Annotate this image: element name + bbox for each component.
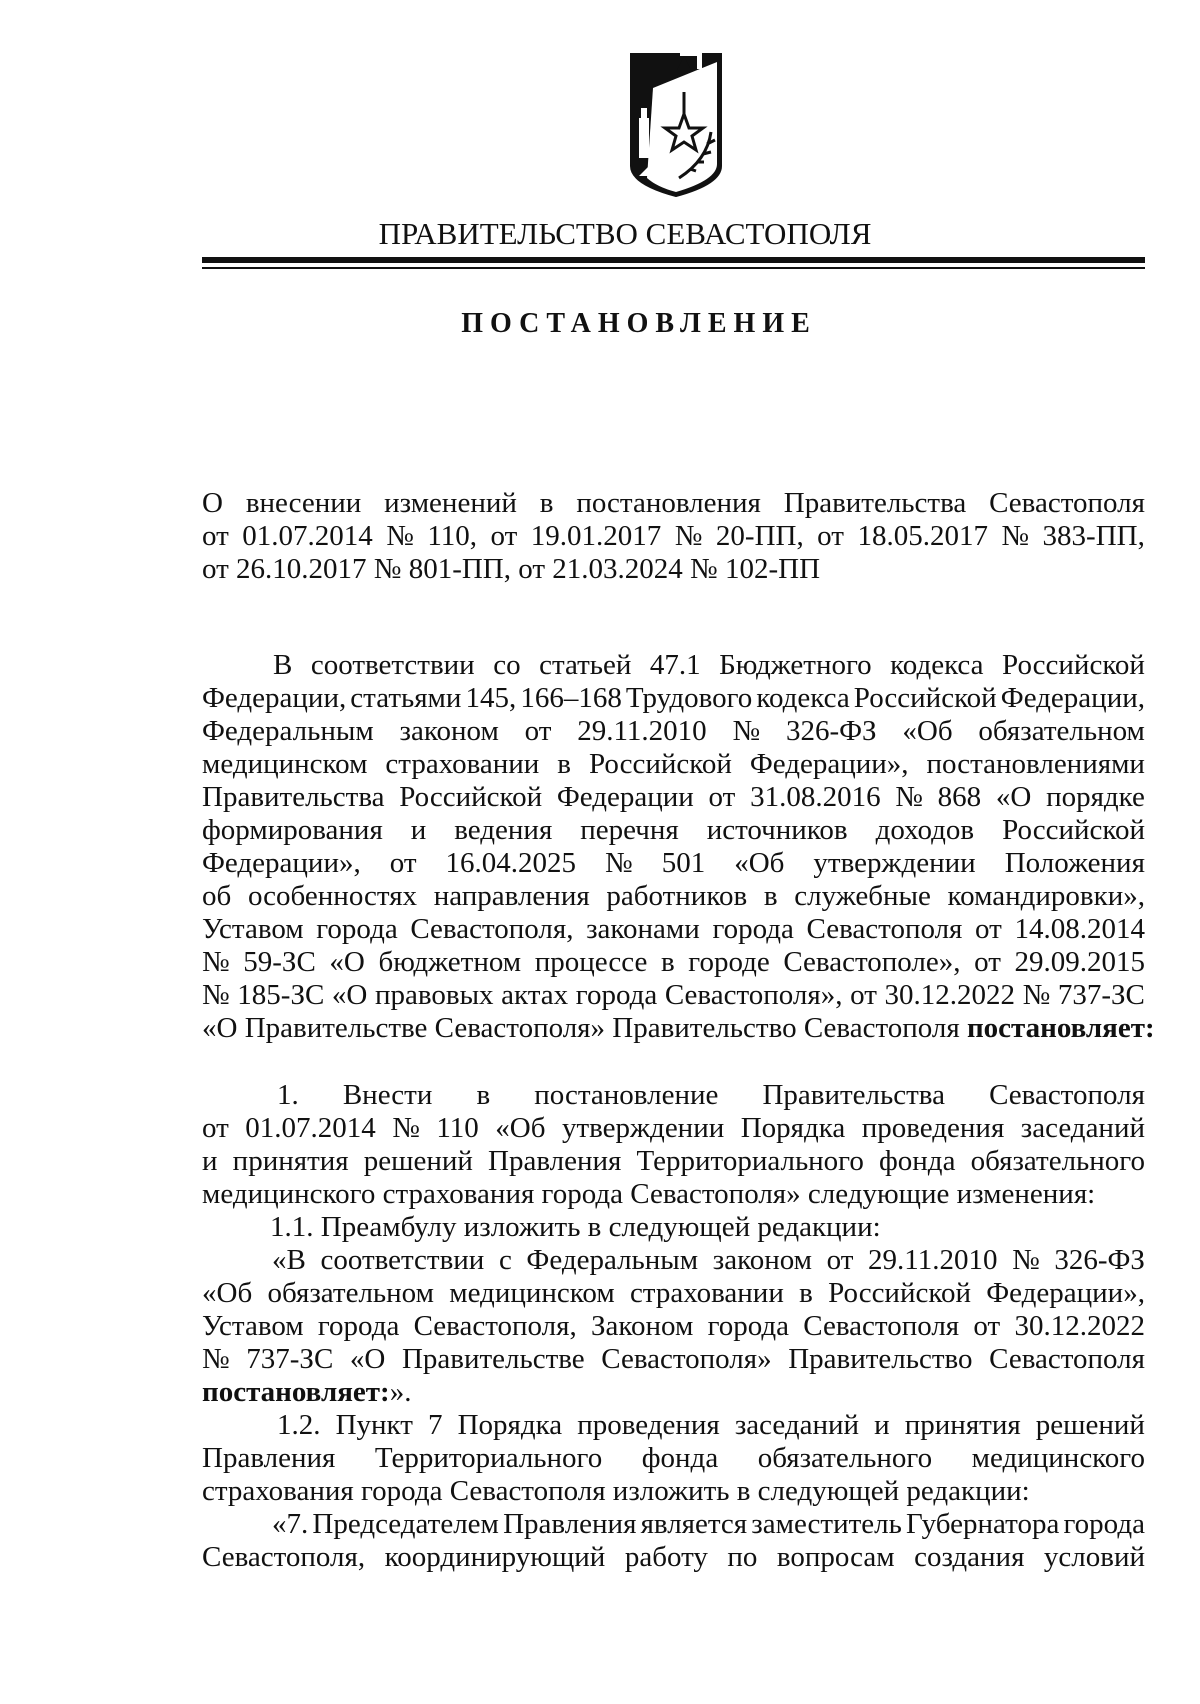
word: «Об xyxy=(202,1277,253,1309)
word: 29.11.2010 xyxy=(577,715,707,747)
header-rule-thin xyxy=(202,267,1145,269)
word: заседаний xyxy=(1020,1112,1145,1144)
word: 16.04.2025 xyxy=(445,847,577,879)
word: Правительстве xyxy=(401,1343,585,1375)
word: В xyxy=(273,649,293,681)
word: законом xyxy=(712,1244,813,1276)
word: «О xyxy=(349,1343,386,1375)
word: 166–168 xyxy=(520,682,622,714)
quote-1-1-line-5 xyxy=(202,1375,1145,1409)
word: в xyxy=(557,748,571,780)
item-1-1-line-1: 1.1. Преамбулу изложить в следующей редакции: xyxy=(270,1211,881,1243)
word: Положения xyxy=(1004,847,1145,879)
word: в xyxy=(799,1277,813,1309)
word: 30.12.2022 xyxy=(1014,1310,1145,1342)
word: 110 xyxy=(436,1112,479,1144)
preamble-line-8 xyxy=(202,879,1145,913)
word: командировки», xyxy=(947,880,1145,912)
word: решений xyxy=(363,1145,473,1177)
word: от xyxy=(975,913,1002,945)
word: Правительства xyxy=(762,1079,945,1111)
word: проведения xyxy=(861,1112,1005,1144)
word: «7. xyxy=(272,1508,309,1540)
word: 501 xyxy=(661,847,706,879)
word: Уставом xyxy=(202,1310,304,1342)
item-1-line-4: медицинского страхования города Севастополя» следующие изменения: xyxy=(202,1178,1096,1210)
word: работников xyxy=(606,880,748,912)
word: страховании xyxy=(629,1277,784,1309)
word: № xyxy=(202,946,230,978)
preamble-line-5 xyxy=(202,780,1145,814)
word: по xyxy=(727,1541,758,1573)
word: 7 xyxy=(428,1409,443,1441)
word: вопросам xyxy=(776,1541,895,1573)
word: от xyxy=(850,979,877,1011)
word: Севастополя xyxy=(989,1343,1145,1375)
word: заседаний xyxy=(734,1409,860,1441)
word: в xyxy=(539,487,554,519)
word: работу xyxy=(624,1541,708,1573)
word: 31.08.2016 xyxy=(750,781,881,813)
word: изменений xyxy=(384,487,517,519)
word: об xyxy=(202,880,232,912)
preamble-line-11 xyxy=(202,978,1145,1012)
title-line-3: от 26.10.2017 № 801-ПП, от 21.03.2024 № 102-ПП xyxy=(202,553,821,585)
word: фонда xyxy=(641,1442,719,1474)
word: 1.2. xyxy=(277,1409,321,1441)
word: актах xyxy=(501,979,569,1011)
word: от xyxy=(817,520,844,552)
word: «О xyxy=(331,979,368,1011)
word: Севастополя xyxy=(989,1079,1145,1111)
word: Территориального xyxy=(374,1442,603,1474)
word: от xyxy=(389,847,417,879)
word: «В xyxy=(272,1244,306,1276)
preamble-line-9 xyxy=(202,912,1145,946)
word: постановлениями xyxy=(926,748,1145,780)
word: кодекса xyxy=(890,649,984,681)
resolves-bold: постановляет: xyxy=(966,1012,1155,1044)
quote-closing: ». xyxy=(389,1376,412,1408)
word: от xyxy=(524,715,552,747)
word: Российской xyxy=(853,682,997,714)
word: соответствии xyxy=(320,1244,485,1276)
word: «О xyxy=(329,946,365,978)
word: Правления xyxy=(488,1145,622,1177)
word: 01.07.2014 xyxy=(242,520,373,552)
word: Российской xyxy=(1002,649,1145,681)
word: от xyxy=(974,946,1001,978)
word: 19.01.2017 xyxy=(530,520,662,552)
word: формирования xyxy=(202,814,383,846)
word: статьей xyxy=(539,649,632,681)
word: обязательного xyxy=(970,1145,1145,1177)
word: проведения xyxy=(577,1409,720,1441)
word: № xyxy=(1022,979,1051,1011)
word: 737-ЗС xyxy=(1057,979,1145,1011)
quote-1-2-line-2 xyxy=(202,1540,1145,1574)
word: № xyxy=(1012,1244,1040,1276)
item-1-2-line-1 xyxy=(277,1408,1145,1442)
word: городе xyxy=(688,946,770,978)
word: 737-ЗС xyxy=(246,1343,334,1375)
word: 30.12.2022 xyxy=(884,979,1015,1011)
word: доходов xyxy=(875,814,975,846)
preamble-line-1 xyxy=(273,648,1145,682)
word: города xyxy=(712,913,794,945)
preamble-line-4 xyxy=(202,747,1145,781)
word: 14.08.2014 xyxy=(1014,913,1145,945)
word: от xyxy=(490,520,518,552)
quote-1-1-line-1 xyxy=(272,1243,1145,1277)
word: Правительства xyxy=(202,781,385,813)
word: города xyxy=(316,913,398,945)
word: 145, xyxy=(465,682,517,714)
word: решений xyxy=(1035,1409,1145,1441)
word: с xyxy=(498,1244,512,1276)
word: «О xyxy=(995,781,1032,813)
word: принятия xyxy=(232,1145,349,1177)
word: бюджетном xyxy=(378,946,522,978)
word: Севастополя, xyxy=(410,913,574,945)
word: О xyxy=(202,487,223,519)
word: соответствии xyxy=(310,649,475,681)
word: Севастополя xyxy=(989,487,1145,519)
word: Внести xyxy=(342,1079,433,1111)
word: Правительства xyxy=(783,487,967,519)
item-1-line-3 xyxy=(202,1144,1145,1178)
word: № xyxy=(605,847,633,879)
word: особенностях xyxy=(247,880,418,912)
word: Российской xyxy=(828,1277,971,1309)
word: 47.1 xyxy=(649,649,701,681)
word: 185-ЗС xyxy=(237,979,325,1011)
word: порядке xyxy=(1046,781,1145,813)
word: № xyxy=(895,781,923,813)
header-rule-thick xyxy=(202,257,1145,263)
word: 29.09.2015 xyxy=(1014,946,1145,978)
word: перечня xyxy=(580,814,679,846)
word: 29.11.2010 xyxy=(868,1244,998,1276)
word: Территориального xyxy=(636,1145,864,1177)
word: медицинском xyxy=(449,1277,615,1309)
word: Федерации», xyxy=(749,748,909,780)
word: Севастополя», xyxy=(664,979,843,1011)
word: создания xyxy=(914,1541,1025,1573)
item-1-2-line-3: страхования города Севастополя изложить в следующей редакции: xyxy=(202,1475,1030,1507)
word: № xyxy=(732,715,761,747)
word: Порядка xyxy=(740,1112,846,1144)
word: «Об xyxy=(902,715,953,747)
word: законами xyxy=(586,913,700,945)
word: Федеральным xyxy=(202,715,374,747)
word: Федерации», xyxy=(202,847,361,879)
word: Севастополе», xyxy=(783,946,961,978)
word: статьями xyxy=(350,682,462,714)
word: Российской xyxy=(399,781,543,813)
word: Правления xyxy=(202,1442,336,1474)
word: условий xyxy=(1043,1541,1145,1573)
word: Севастополя xyxy=(803,1310,960,1342)
word: Российской xyxy=(1002,814,1145,846)
word: от xyxy=(202,520,229,552)
document-type: ПОСТАНОВЛЕНИЕ xyxy=(461,308,817,339)
word: Севастополя, xyxy=(413,1310,577,1342)
word: от xyxy=(708,781,736,813)
word: со xyxy=(493,649,521,681)
word: обязательном xyxy=(267,1277,434,1309)
word: 18.05.2017 xyxy=(857,520,988,552)
word: города xyxy=(317,1310,400,1342)
preamble-line-12-text: «О Правительстве Севастополя» Правительство Севастополя xyxy=(202,1012,960,1044)
word: Уставом xyxy=(202,913,304,945)
word: Правительство xyxy=(788,1343,973,1375)
word: Правления xyxy=(503,1508,637,1540)
item-1-line-1 xyxy=(277,1078,1145,1112)
word: источников xyxy=(706,814,848,846)
word: заместитель xyxy=(751,1508,902,1540)
quote-1-2-line-1 xyxy=(272,1507,1145,1541)
word: города xyxy=(575,979,658,1011)
word: медицинского xyxy=(971,1442,1145,1474)
word: № xyxy=(202,979,230,1011)
word: Российской xyxy=(588,748,732,780)
word: и xyxy=(202,1145,218,1177)
word: от xyxy=(826,1244,854,1276)
word: в xyxy=(763,880,778,912)
word: от xyxy=(202,1112,229,1144)
quote-1-1-line-2 xyxy=(202,1276,1145,1310)
word: № xyxy=(674,520,703,552)
word: Порядка xyxy=(457,1409,563,1441)
word: Трудового xyxy=(625,682,753,714)
coat-of-arms-icon xyxy=(617,48,727,198)
word: № xyxy=(386,520,414,552)
word: города xyxy=(707,1310,790,1342)
preamble-line-2 xyxy=(202,681,1145,715)
word: направления xyxy=(433,880,590,912)
word: правовых xyxy=(374,979,494,1011)
word: 326-ФЗ xyxy=(785,715,877,747)
word: 383-ПП, xyxy=(1042,520,1145,552)
word: Федерации, xyxy=(1000,682,1145,714)
word: Бюджетного xyxy=(719,649,872,681)
word: № xyxy=(1001,520,1030,552)
word: фонда xyxy=(879,1145,956,1177)
government-name: ПРАВИТЕЛЬСТВО СЕВАСТОПОЛЯ xyxy=(378,216,872,251)
word: процессе xyxy=(534,946,648,978)
word: внесении xyxy=(245,487,362,519)
word: служебные xyxy=(794,880,931,912)
word: и xyxy=(874,1409,890,1441)
word: «Об xyxy=(734,847,785,879)
word: обязательном xyxy=(978,715,1145,747)
word: законом xyxy=(399,715,499,747)
word: Федерации, xyxy=(202,682,347,714)
word: Федерации», xyxy=(986,1277,1145,1309)
word: 20-ПП, xyxy=(715,520,804,552)
word: Федерации xyxy=(556,781,694,813)
preamble-line-10 xyxy=(202,945,1145,979)
word: 110, xyxy=(427,520,478,552)
word: и xyxy=(410,814,427,846)
item-1-line-2 xyxy=(202,1111,1145,1145)
word: 01.07.2014 xyxy=(245,1112,376,1144)
word: Севастополя, xyxy=(202,1541,366,1573)
word: кодекса xyxy=(756,682,850,714)
word: постановление xyxy=(534,1079,719,1111)
word: координирующий xyxy=(384,1541,606,1573)
title-line-1 xyxy=(202,486,1145,520)
word: 59-ЗС xyxy=(243,946,316,978)
word: «Об xyxy=(495,1112,546,1144)
word: обязательного xyxy=(757,1442,933,1474)
word: 868 xyxy=(937,781,982,813)
title-line-2 xyxy=(202,519,1145,553)
word: Законом xyxy=(590,1310,694,1342)
word: № xyxy=(202,1343,230,1375)
word: 1. xyxy=(277,1079,299,1111)
word: Пункт xyxy=(335,1409,413,1441)
word: Губернатора xyxy=(906,1508,1060,1540)
word: в xyxy=(660,946,675,978)
quote-1-1-line-4 xyxy=(202,1342,1145,1376)
word: утверждении xyxy=(813,847,976,879)
preamble-line-6 xyxy=(202,813,1145,847)
word: ведения xyxy=(454,814,553,846)
word: Федеральным xyxy=(526,1244,699,1276)
word: города xyxy=(1063,1508,1145,1540)
preamble-line-7 xyxy=(202,846,1145,880)
word: страховании xyxy=(385,748,540,780)
word: медицинском xyxy=(202,748,368,780)
preamble-line-3 xyxy=(202,714,1145,748)
word: утверждении xyxy=(561,1112,725,1144)
word: 326-ФЗ xyxy=(1054,1244,1145,1276)
word: Севастополя» xyxy=(601,1343,772,1375)
word: от xyxy=(973,1310,1001,1342)
preamble-line-12 xyxy=(202,1011,1155,1045)
word: принятия xyxy=(904,1409,1021,1441)
item-1-2-line-2 xyxy=(202,1441,1145,1475)
word: Севастополя xyxy=(806,913,963,945)
word: является xyxy=(640,1508,748,1540)
quote-resolves-bold: постановляет: xyxy=(202,1376,390,1408)
word: в xyxy=(476,1079,491,1111)
word: № xyxy=(392,1112,420,1144)
word: Председателем xyxy=(312,1508,499,1540)
word: постановления xyxy=(576,487,761,519)
quote-1-1-line-3 xyxy=(202,1309,1145,1343)
